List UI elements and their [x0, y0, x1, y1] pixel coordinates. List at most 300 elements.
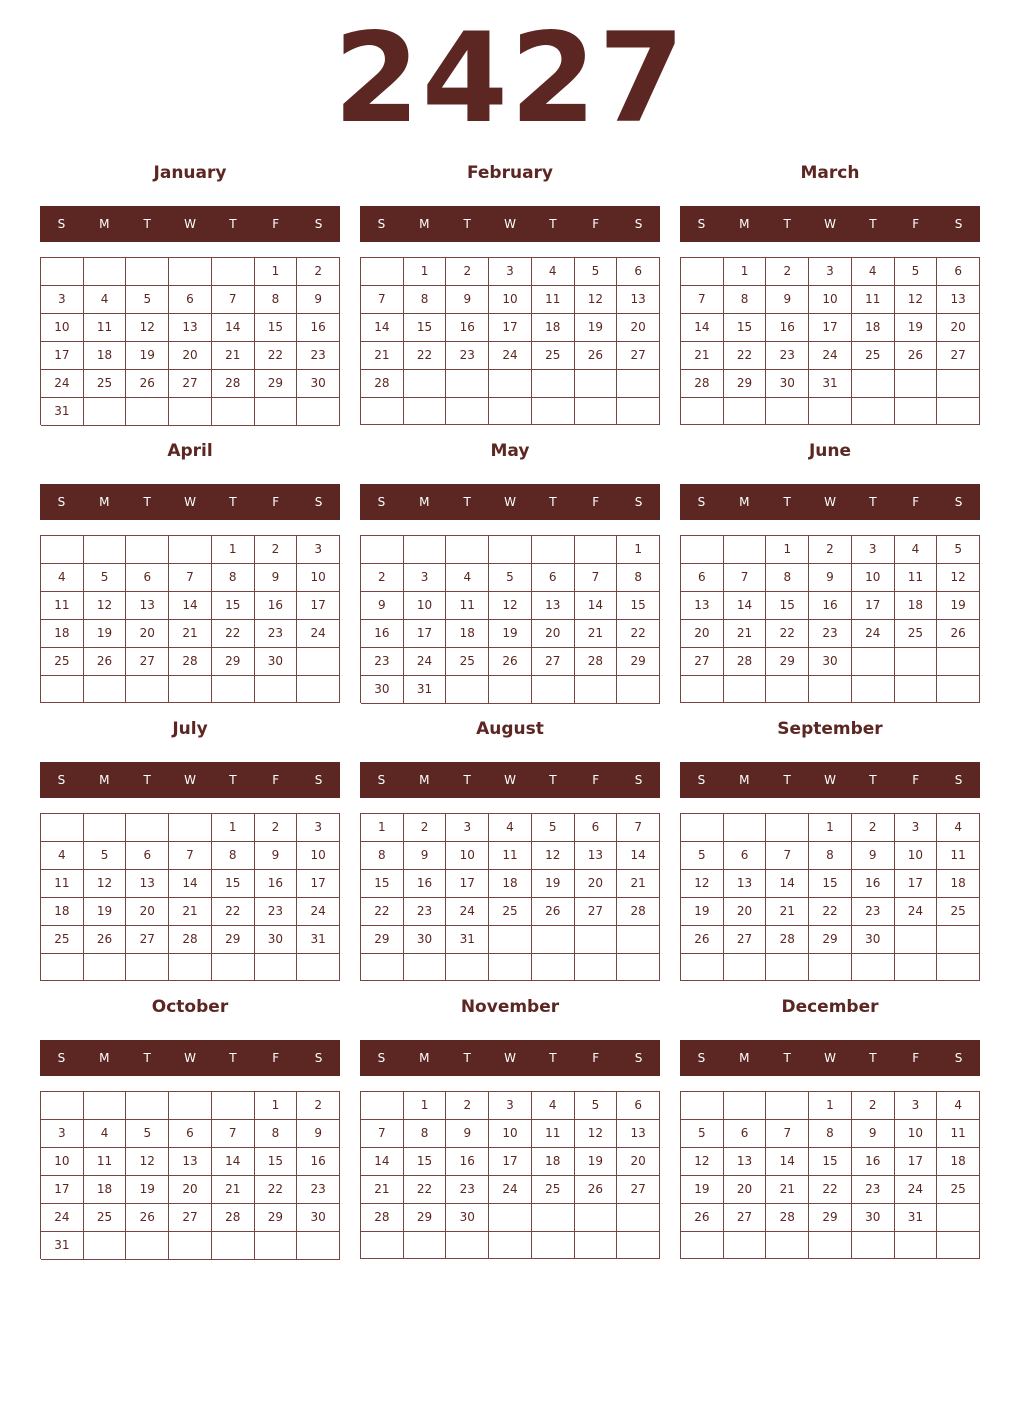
empty-day-cell: [489, 926, 532, 954]
day-cell: 23: [766, 342, 809, 370]
empty-day-cell: [724, 536, 767, 564]
weekday-label: M: [99, 773, 110, 787]
day-cell: 8: [724, 286, 767, 314]
empty-day-cell: [446, 1232, 489, 1259]
empty-day-cell: [895, 676, 938, 703]
empty-day-cell: [532, 676, 575, 704]
day-cell: 23: [446, 342, 489, 370]
empty-day-cell: [446, 954, 489, 981]
day-cell: 2: [852, 814, 895, 842]
day-cell: 21: [766, 898, 809, 926]
day-cell: 2: [852, 1092, 895, 1120]
empty-day-cell: [724, 398, 767, 425]
day-cell: 29: [361, 926, 404, 954]
weekday-label: W: [824, 495, 836, 509]
month-name: August: [476, 719, 544, 739]
day-cell: 17: [404, 620, 447, 648]
weekday-label: S: [314, 1051, 323, 1065]
day-cell: 27: [937, 342, 980, 370]
day-cell: 22: [404, 342, 447, 370]
day-cell: 12: [681, 870, 724, 898]
day-cell: 21: [212, 342, 255, 370]
empty-day-cell: [84, 398, 127, 426]
day-cell: 11: [937, 1120, 980, 1148]
day-cell: 1: [766, 536, 809, 564]
weekday-label: F: [592, 217, 600, 231]
day-cell: 16: [852, 870, 895, 898]
day-cell: 24: [852, 620, 895, 648]
day-cell: 30: [361, 676, 404, 704]
weekday-label: S: [634, 773, 643, 787]
day-cell: 6: [575, 814, 618, 842]
day-cell: 7: [617, 814, 660, 842]
day-cell: 1: [361, 814, 404, 842]
day-cell: 19: [532, 870, 575, 898]
weekday-label: T: [229, 217, 237, 231]
day-cell: 8: [809, 1120, 852, 1148]
empty-day-cell: [895, 398, 938, 425]
empty-day-cell: [895, 370, 938, 398]
day-cell: 22: [617, 620, 660, 648]
day-cell: 31: [895, 1204, 938, 1232]
day-cell: 10: [41, 314, 84, 342]
weekday-header: [680, 762, 980, 798]
weekday-label: W: [824, 217, 836, 231]
day-cell: 25: [84, 370, 127, 398]
empty-day-cell: [937, 398, 980, 425]
day-cell: 25: [852, 342, 895, 370]
day-cell: 12: [532, 842, 575, 870]
day-cell: 7: [766, 1120, 809, 1148]
empty-day-cell: [126, 536, 169, 564]
empty-day-cell: [766, 1092, 809, 1120]
empty-day-cell: [681, 258, 724, 286]
weekday-label: F: [272, 217, 280, 231]
weekday-label: F: [912, 773, 920, 787]
day-cell: 31: [446, 926, 489, 954]
empty-day-cell: [41, 258, 84, 286]
day-cell: 6: [126, 564, 169, 592]
day-cell: 29: [212, 926, 255, 954]
empty-day-cell: [446, 370, 489, 398]
empty-day-cell: [532, 1204, 575, 1232]
day-cell: 13: [169, 1148, 212, 1176]
weekday-label: M: [419, 495, 430, 509]
day-cell: 5: [681, 1120, 724, 1148]
weekday-label: S: [954, 495, 963, 509]
day-cell: 19: [489, 620, 532, 648]
day-cell: 30: [404, 926, 447, 954]
day-cell: 1: [255, 1092, 298, 1120]
day-cell: 10: [41, 1148, 84, 1176]
day-cell: 6: [724, 1120, 767, 1148]
empty-day-cell: [169, 814, 212, 842]
day-cell: 3: [297, 536, 340, 564]
empty-day-cell: [724, 954, 767, 981]
day-cell: 29: [809, 1204, 852, 1232]
weekday-label: T: [549, 495, 557, 509]
weekday-label: W: [184, 495, 196, 509]
day-cell: 4: [446, 564, 489, 592]
day-cell: 7: [361, 286, 404, 314]
empty-day-cell: [532, 370, 575, 398]
weekday-label: S: [697, 773, 706, 787]
day-cell: 20: [126, 898, 169, 926]
weekday-label: T: [463, 495, 471, 509]
day-cell: 14: [724, 592, 767, 620]
weekday-label: W: [504, 773, 516, 787]
day-cell: 14: [575, 592, 618, 620]
day-cell: 4: [489, 814, 532, 842]
day-cell: 14: [361, 1148, 404, 1176]
day-cell: 2: [255, 814, 298, 842]
empty-day-cell: [681, 398, 724, 425]
day-cell: 15: [404, 1148, 447, 1176]
weekday-label: S: [314, 773, 323, 787]
month-name: February: [466, 163, 554, 183]
weekday-label: T: [549, 773, 557, 787]
empty-day-cell: [169, 1232, 212, 1260]
day-cell: 8: [404, 1120, 447, 1148]
weekday-label: S: [377, 773, 386, 787]
day-cell: 28: [766, 1204, 809, 1232]
day-grid: [40, 1091, 340, 1259]
weekday-header: [680, 206, 980, 242]
empty-day-cell: [617, 926, 660, 954]
day-cell: 2: [446, 258, 489, 286]
day-cell: 28: [724, 648, 767, 676]
day-grid: [680, 535, 980, 703]
day-cell: 12: [895, 286, 938, 314]
day-cell: 18: [895, 592, 938, 620]
empty-day-cell: [489, 398, 532, 425]
day-cell: 9: [446, 286, 489, 314]
day-cell: 3: [404, 564, 447, 592]
weekday-header: [360, 1040, 660, 1076]
day-cell: 11: [532, 1120, 575, 1148]
day-cell: 20: [169, 342, 212, 370]
day-cell: 26: [575, 1176, 618, 1204]
day-cell: 9: [809, 564, 852, 592]
day-cell: 4: [852, 258, 895, 286]
day-cell: 16: [766, 314, 809, 342]
day-cell: 14: [169, 592, 212, 620]
day-cell: 16: [361, 620, 404, 648]
day-cell: 9: [404, 842, 447, 870]
day-cell: 1: [404, 1092, 447, 1120]
empty-day-cell: [617, 1204, 660, 1232]
day-cell: 23: [297, 1176, 340, 1204]
day-cell: 19: [575, 314, 618, 342]
day-cell: 24: [41, 1204, 84, 1232]
month-name: October: [151, 997, 229, 1017]
empty-day-cell: [404, 398, 447, 425]
day-grid: [360, 257, 660, 425]
day-cell: 7: [169, 842, 212, 870]
empty-day-cell: [852, 1232, 895, 1259]
day-cell: 16: [297, 314, 340, 342]
day-cell: 28: [681, 370, 724, 398]
day-cell: 11: [41, 870, 84, 898]
weekday-label: M: [739, 495, 750, 509]
weekday-label: S: [634, 1051, 643, 1065]
day-cell: 9: [255, 564, 298, 592]
empty-day-cell: [404, 1232, 447, 1259]
empty-day-cell: [169, 954, 212, 981]
day-cell: 17: [297, 870, 340, 898]
day-cell: 31: [41, 1232, 84, 1260]
day-cell: 15: [255, 1148, 298, 1176]
empty-day-cell: [297, 1232, 340, 1260]
day-cell: 6: [532, 564, 575, 592]
empty-day-cell: [532, 1232, 575, 1259]
day-grid: [360, 535, 660, 703]
day-cell: 21: [766, 1176, 809, 1204]
weekday-label: W: [184, 773, 196, 787]
day-cell: 21: [169, 620, 212, 648]
day-cell: 22: [212, 898, 255, 926]
day-cell: 21: [361, 342, 404, 370]
day-cell: 25: [446, 648, 489, 676]
day-cell: 21: [681, 342, 724, 370]
day-cell: 17: [809, 314, 852, 342]
day-cell: 24: [404, 648, 447, 676]
day-cell: 14: [766, 1148, 809, 1176]
empty-day-cell: [724, 1232, 767, 1259]
empty-day-cell: [361, 258, 404, 286]
weekday-label: S: [57, 773, 66, 787]
empty-day-cell: [297, 954, 340, 981]
empty-day-cell: [84, 814, 127, 842]
day-cell: 13: [126, 870, 169, 898]
weekday-label: W: [824, 773, 836, 787]
day-cell: 20: [681, 620, 724, 648]
empty-day-cell: [84, 954, 127, 981]
day-cell: 12: [575, 286, 618, 314]
empty-day-cell: [617, 676, 660, 704]
day-cell: 20: [169, 1176, 212, 1204]
day-cell: 9: [446, 1120, 489, 1148]
day-cell: 2: [766, 258, 809, 286]
day-cell: 6: [617, 258, 660, 286]
weekday-label: M: [419, 217, 430, 231]
day-cell: 15: [361, 870, 404, 898]
weekday-label: S: [314, 495, 323, 509]
empty-day-cell: [41, 1092, 84, 1120]
empty-day-cell: [169, 398, 212, 426]
day-cell: 10: [404, 592, 447, 620]
weekday-label: S: [57, 1051, 66, 1065]
empty-day-cell: [766, 676, 809, 703]
empty-day-cell: [895, 648, 938, 676]
empty-day-cell: [126, 814, 169, 842]
empty-day-cell: [766, 814, 809, 842]
empty-day-cell: [404, 536, 447, 564]
weekday-label: M: [99, 217, 110, 231]
day-cell: 16: [255, 870, 298, 898]
day-cell: 15: [212, 592, 255, 620]
day-cell: 23: [446, 1176, 489, 1204]
day-cell: 15: [212, 870, 255, 898]
weekday-label: S: [697, 217, 706, 231]
empty-day-cell: [255, 676, 298, 703]
day-cell: 12: [489, 592, 532, 620]
day-cell: 19: [126, 342, 169, 370]
day-cell: 12: [575, 1120, 618, 1148]
day-cell: 2: [404, 814, 447, 842]
weekday-label: T: [783, 773, 791, 787]
empty-day-cell: [169, 258, 212, 286]
day-cell: 4: [937, 1092, 980, 1120]
day-cell: 24: [895, 898, 938, 926]
day-cell: 13: [126, 592, 169, 620]
day-cell: 7: [361, 1120, 404, 1148]
day-cell: 24: [489, 342, 532, 370]
day-cell: 30: [297, 370, 340, 398]
empty-day-cell: [937, 926, 980, 954]
day-cell: 11: [489, 842, 532, 870]
day-cell: 1: [212, 536, 255, 564]
day-cell: 17: [489, 1148, 532, 1176]
weekday-label: T: [869, 773, 877, 787]
empty-day-cell: [937, 1204, 980, 1232]
day-cell: 1: [255, 258, 298, 286]
day-cell: 27: [724, 1204, 767, 1232]
day-cell: 30: [297, 1204, 340, 1232]
day-cell: 6: [169, 1120, 212, 1148]
day-cell: 5: [895, 258, 938, 286]
empty-day-cell: [937, 370, 980, 398]
weekday-label: F: [912, 1051, 920, 1065]
day-cell: 22: [809, 1176, 852, 1204]
day-cell: 17: [297, 592, 340, 620]
weekday-header: [680, 484, 980, 520]
day-cell: 21: [724, 620, 767, 648]
day-cell: 21: [169, 898, 212, 926]
empty-day-cell: [404, 954, 447, 981]
day-cell: 31: [297, 926, 340, 954]
day-cell: 15: [809, 1148, 852, 1176]
day-cell: 20: [126, 620, 169, 648]
day-cell: 16: [809, 592, 852, 620]
day-cell: 3: [41, 1120, 84, 1148]
weekday-label: M: [99, 495, 110, 509]
empty-day-cell: [126, 1092, 169, 1120]
month-name: November: [460, 997, 560, 1017]
day-grid: [680, 813, 980, 981]
empty-day-cell: [446, 398, 489, 425]
day-cell: 6: [937, 258, 980, 286]
day-cell: 15: [724, 314, 767, 342]
empty-day-cell: [255, 398, 298, 426]
empty-day-cell: [852, 398, 895, 425]
day-grid: [40, 535, 340, 703]
weekday-label: S: [377, 217, 386, 231]
day-cell: 5: [575, 258, 618, 286]
day-cell: 8: [212, 842, 255, 870]
day-cell: 13: [937, 286, 980, 314]
day-cell: 4: [532, 258, 575, 286]
day-cell: 28: [361, 370, 404, 398]
weekday-label: F: [592, 1051, 600, 1065]
day-cell: 8: [361, 842, 404, 870]
empty-day-cell: [41, 814, 84, 842]
day-cell: 12: [681, 1148, 724, 1176]
day-cell: 14: [681, 314, 724, 342]
empty-day-cell: [126, 398, 169, 426]
day-cell: 8: [766, 564, 809, 592]
empty-day-cell: [361, 536, 404, 564]
empty-day-cell: [809, 676, 852, 703]
day-cell: 29: [255, 1204, 298, 1232]
day-cell: 17: [41, 1176, 84, 1204]
day-cell: 15: [766, 592, 809, 620]
day-cell: 7: [212, 1120, 255, 1148]
day-cell: 10: [489, 286, 532, 314]
day-cell: 15: [404, 314, 447, 342]
day-cell: 3: [809, 258, 852, 286]
day-cell: 18: [41, 898, 84, 926]
empty-day-cell: [895, 926, 938, 954]
weekday-label: M: [739, 1051, 750, 1065]
day-cell: 10: [489, 1120, 532, 1148]
weekday-label: S: [954, 773, 963, 787]
day-cell: 28: [575, 648, 618, 676]
day-cell: 4: [532, 1092, 575, 1120]
day-cell: 19: [681, 1176, 724, 1204]
weekday-label: W: [184, 217, 196, 231]
weekday-label: M: [419, 1051, 430, 1065]
day-cell: 7: [681, 286, 724, 314]
month-name: December: [781, 997, 879, 1017]
day-cell: 7: [575, 564, 618, 592]
empty-day-cell: [41, 536, 84, 564]
empty-day-cell: [681, 814, 724, 842]
day-cell: 2: [809, 536, 852, 564]
day-cell: 16: [297, 1148, 340, 1176]
day-cell: 21: [361, 1176, 404, 1204]
day-cell: 28: [617, 898, 660, 926]
empty-day-cell: [766, 1232, 809, 1259]
day-cell: 12: [937, 564, 980, 592]
day-cell: 23: [297, 342, 340, 370]
day-cell: 19: [126, 1176, 169, 1204]
weekday-label: T: [229, 1051, 237, 1065]
day-cell: 20: [617, 1148, 660, 1176]
empty-day-cell: [681, 536, 724, 564]
month-name: May: [490, 441, 530, 461]
day-cell: 30: [852, 1204, 895, 1232]
empty-day-cell: [575, 1204, 618, 1232]
day-cell: 3: [41, 286, 84, 314]
weekday-label: S: [314, 217, 323, 231]
day-cell: 13: [169, 314, 212, 342]
day-cell: 14: [212, 314, 255, 342]
day-cell: 13: [724, 1148, 767, 1176]
day-cell: 18: [852, 314, 895, 342]
day-cell: 23: [255, 620, 298, 648]
day-cell: 9: [297, 286, 340, 314]
day-cell: 13: [617, 286, 660, 314]
weekday-label: M: [739, 773, 750, 787]
empty-day-cell: [212, 676, 255, 703]
day-cell: 14: [212, 1148, 255, 1176]
weekday-header: [40, 206, 340, 242]
weekday-label: T: [869, 217, 877, 231]
day-cell: 22: [255, 1176, 298, 1204]
empty-day-cell: [404, 370, 447, 398]
empty-day-cell: [724, 676, 767, 703]
